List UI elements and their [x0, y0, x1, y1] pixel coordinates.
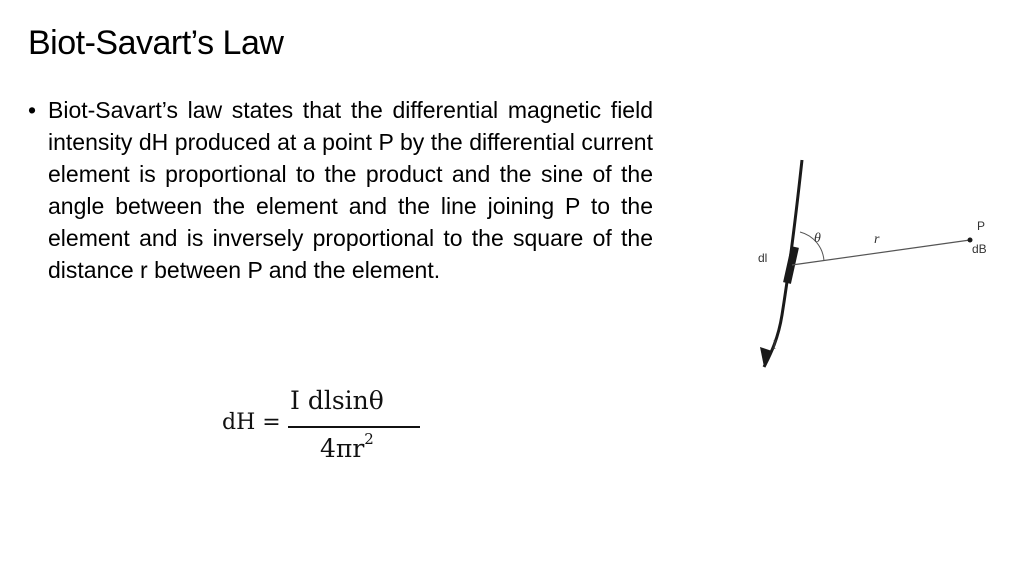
current-label: I — [772, 338, 777, 353]
formula-denominator: $4\pi r^2$ — [320, 430, 374, 463]
point-p-label: P — [977, 219, 986, 233]
bullet-marker: • — [28, 97, 37, 123]
diagram-svg — [740, 155, 1000, 375]
biot-savart-diagram — [740, 155, 1000, 375]
fraction-bar — [288, 426, 420, 428]
formula-numerator: I dlsinθ — [290, 386, 384, 415]
formula-lhs: dH = — [222, 410, 281, 435]
biot-savart-formula — [222, 386, 432, 466]
current-wire — [764, 160, 802, 367]
theta-label: θ — [814, 231, 821, 246]
slide-title: Biot-Savart’s Law — [28, 24, 284, 62]
dl-label: dl — [758, 251, 768, 265]
db-label: dB — [972, 242, 987, 256]
denominator-exponent: 2 — [364, 430, 374, 448]
bullet-text: Biot-Savart’s law states that the differential magnetic field intensity dH produced at a point P by the differential current element is proportional to the product and the sine of the angle between the element and the line joining P to the element and is inversely proportional to the square of the distance r between P and the element. — [48, 97, 653, 283]
r-label: r — [874, 232, 880, 247]
bullet-paragraph — [28, 94, 653, 286]
